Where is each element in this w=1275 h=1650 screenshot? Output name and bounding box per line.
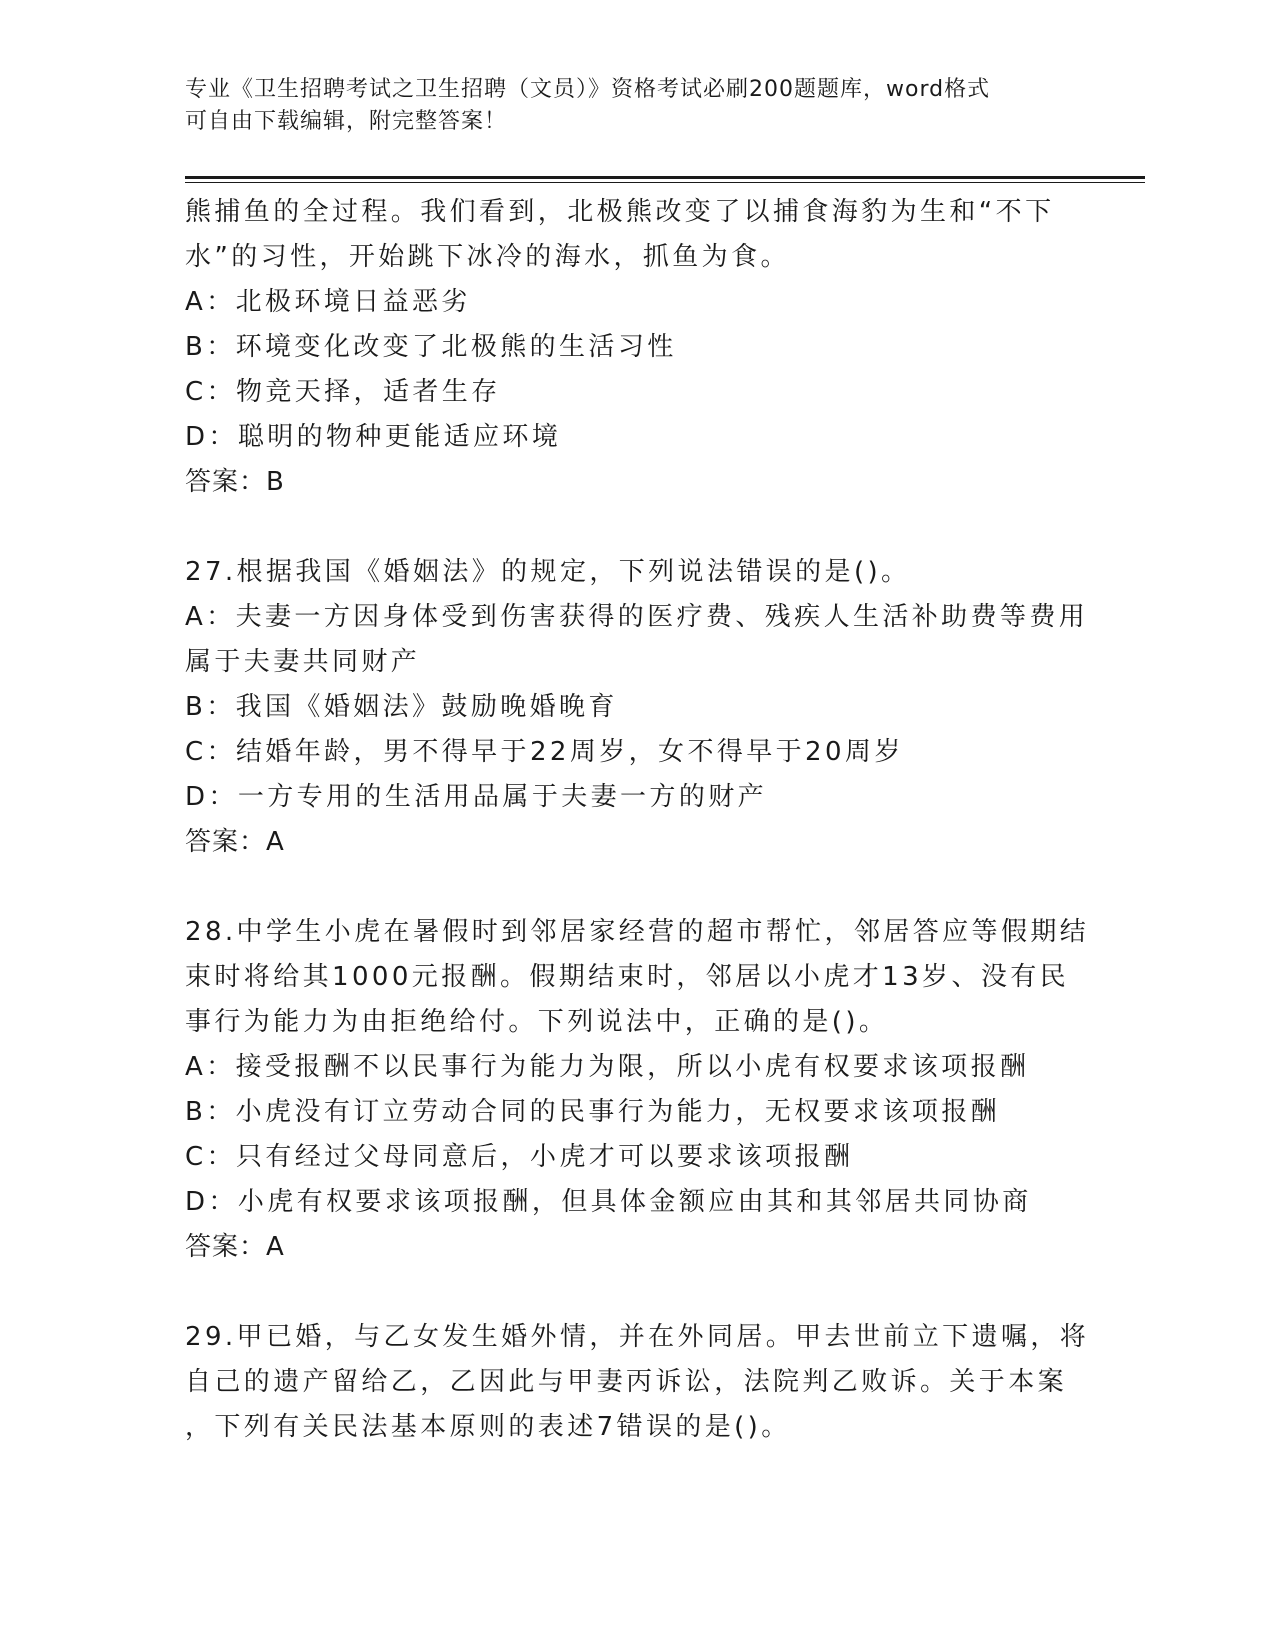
- question-stem-line: 水”的习性，开始跳下冰冷的海水，抓鱼为食。: [185, 242, 790, 272]
- answer-line: 答案：A: [185, 1232, 285, 1262]
- question-stem-line: ，下列有关民法基本原则的表述7错误的是()。: [185, 1412, 791, 1442]
- option-a-continued: 属于夫妻共同财产: [185, 647, 421, 677]
- question-29: [185, 1315, 1090, 1450]
- option-c: C：结婚年龄，男不得早于22周岁，女不得早于20周岁: [185, 737, 904, 767]
- header-line-2: 可自由下载编辑，附完整答案！: [185, 109, 508, 134]
- question-stem-line: 束时将给其1000元报酬。假期结束时，邻居以小虎才13岁、没有民: [185, 962, 1070, 992]
- option-a: A：北极环境日益恶劣: [185, 287, 471, 317]
- question-stem-line: 自己的遗产留给乙，乙因此与甲妻丙诉讼，法院判乙败诉。关于本案: [185, 1367, 1068, 1397]
- answer-line: 答案：B: [185, 467, 285, 497]
- question-26-continued: [185, 190, 1085, 505]
- option-a: A：接受报酬不以民事行为能力为限，所以小虎有权要求该项报酬: [185, 1052, 1030, 1082]
- question-stem-line: 29.甲已婚，与乙女发生婚外情，并在外同居。甲去世前立下遗嘱，将: [185, 1322, 1090, 1352]
- option-d: D：聪明的物种更能适应环境: [185, 422, 562, 452]
- answer-line: 答案：A: [185, 827, 285, 857]
- question-spacer: [185, 865, 1085, 910]
- question-stem-line: 27.根据我国《婚姻法》的规定，下列说法错误的是()。: [185, 557, 911, 587]
- question-27: [185, 550, 1089, 865]
- header-line-1: 专业《卫生招聘考试之卫生招聘（文员）》资格考试必刷200题题库，word格式: [185, 77, 991, 102]
- option-b: B：环境变化改变了北极熊的生活习性: [185, 332, 677, 362]
- option-d: D：一方专用的生活用品属于夫妻一方的财产: [185, 782, 768, 812]
- question-stem-line: 事行为能力为由拒绝给付。下列说法中，正确的是()。: [185, 1007, 889, 1037]
- header-divider-thick: [185, 176, 1145, 179]
- question-stem-line: 28.中学生小虎在暑假时到邻居家经营的超市帮忙，邻居答应等假期结: [185, 917, 1090, 947]
- question-spacer: [185, 1270, 1085, 1315]
- question-stem-line: 熊捕鱼的全过程。我们看到，北极熊改变了以捕食海豹为生和“不下: [185, 197, 1055, 227]
- option-b: B：我国《婚姻法》鼓励晚婚晚育: [185, 692, 618, 722]
- option-a: A：夫妻一方因身体受到伤害获得的医疗费、残疾人生活补助费等费用: [185, 602, 1089, 632]
- document-body: [185, 190, 1090, 1450]
- option-b: B：小虎没有订立劳动合同的民事行为能力，无权要求该项报酬: [185, 1097, 1001, 1127]
- option-d: D：小虎有权要求该项报酬，但具体金额应由其和其邻居共同协商: [185, 1187, 1032, 1217]
- option-c: C：只有经过父母同意后，小虎才可以要求该项报酬: [185, 1142, 854, 1172]
- question-28: [185, 910, 1090, 1270]
- page-header: [185, 74, 1065, 138]
- question-spacer: [185, 505, 1085, 550]
- header-divider-thin: [185, 182, 1145, 183]
- option-c: C：物竞天择，适者生存: [185, 377, 501, 407]
